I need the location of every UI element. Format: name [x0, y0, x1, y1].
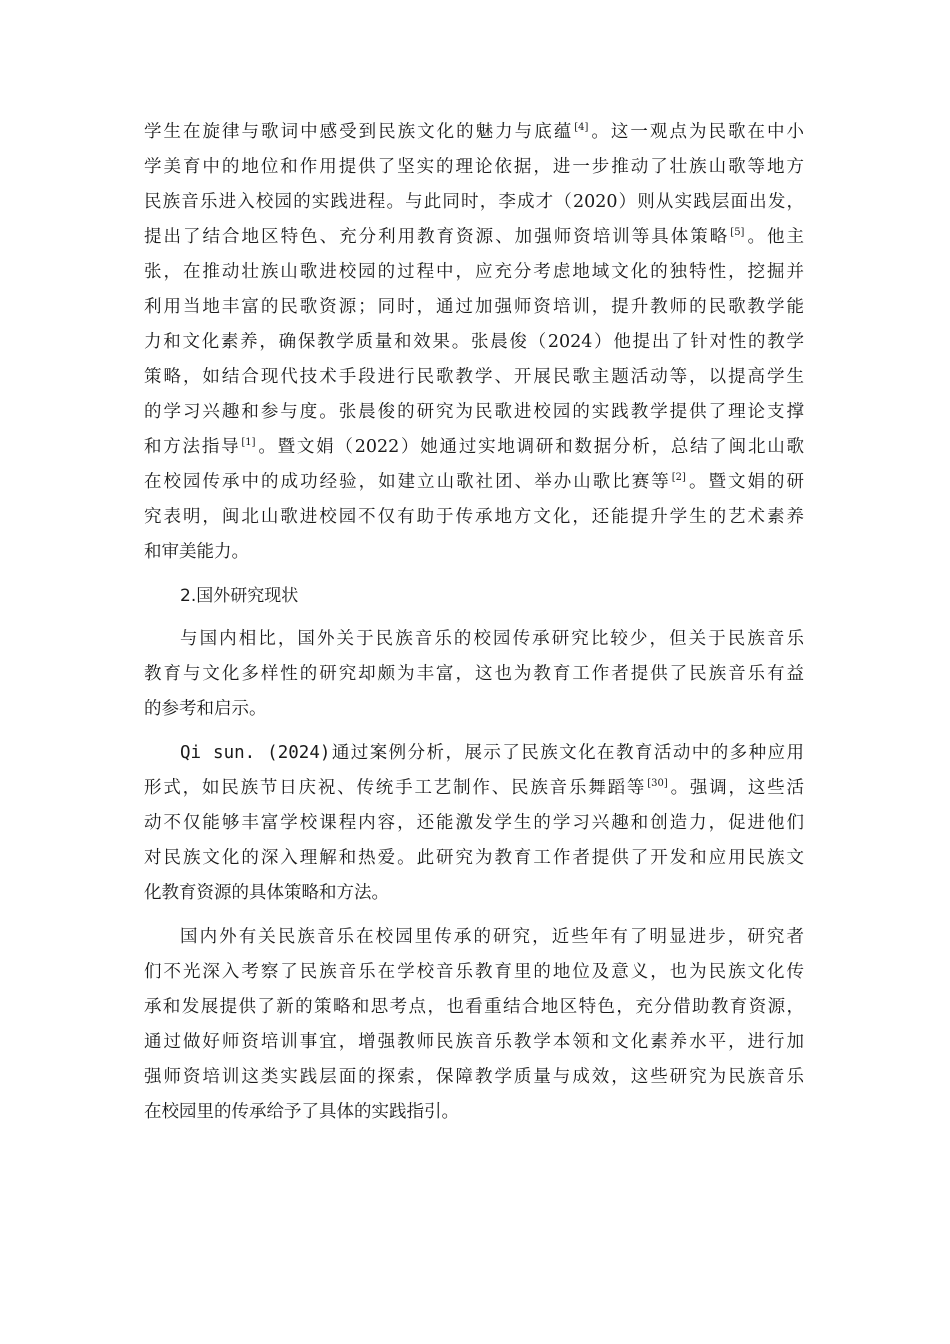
- paragraph-line: 利用当地丰富的民歌资源；同时，通过加强师资培训，提升教师的民歌教学能: [144, 297, 804, 317]
- paragraph-line: 学生在旋律与歌词中感受到民族文化的魅力与底蕴[4]。这一观点为民歌在中小: [144, 122, 804, 142]
- paragraph-line: 与国内相比，国外关于民族音乐的校园传承研究比较少，但关于民族音乐: [180, 629, 804, 649]
- paragraph-line: 对民族文化的深入理解和热爱。此研究为教育工作者提供了开发和应用民族文: [144, 848, 804, 868]
- paragraph-line: 学美育中的地位和作用提供了坚实的理论依据，进一步推动了壮族山歌等地方: [144, 157, 804, 177]
- paragraph-line: 们不光深入考察了民族音乐在学校音乐教育里的地位及意义，也为民族文化传: [144, 962, 804, 982]
- section-heading: 2.国外研究现状: [180, 586, 299, 606]
- paragraph-line: 力和文化素养，确保教学质量和效果。张晨俊（2024）他提出了针对性的教学: [144, 332, 804, 352]
- paragraph-line: 和审美能力。: [144, 542, 249, 562]
- citation-ref: [4]: [574, 122, 589, 133]
- paragraph-line: 提出了结合地区特色、充分利用教育资源、加强师资培训等具体策略[5]。他主: [144, 227, 804, 247]
- paragraph-line: Qi sun. (2024)通过案例分析，展示了民族文化在教育活动中的多种应用: [180, 743, 804, 763]
- citation-ref: [30]: [647, 778, 668, 789]
- paragraph-line: 通过做好师资培训事宜，增强教师民族音乐教学本领和文化素养水平，进行加: [144, 1032, 804, 1052]
- citation-ref: [2]: [671, 472, 686, 483]
- paragraph-line: 民族音乐进入校园的实践进程。与此同时，李成才（2020）则从实践层面出发，: [144, 192, 804, 212]
- paragraph-line: 强师资培训这类实践层面的探索，保障教学质量与成效，这些研究为民族音乐: [144, 1067, 804, 1087]
- citation-ref: [5]: [730, 227, 745, 238]
- paragraph-line: 的学习兴趣和参与度。张晨俊的研究为民歌进校园的实践教学提供了理论支撑: [144, 402, 804, 422]
- paragraph-line: 化教育资源的具体策略和方法。: [144, 883, 389, 903]
- paragraph-line: 究表明，闽北山歌进校园不仅有助于传承地方文化，还能提升学生的艺术素养: [144, 507, 804, 527]
- paragraph-line: 动不仅能够丰富学校课程内容，还能激发学生的学习兴趣和创造力，促进他们: [144, 813, 804, 833]
- paragraph-line: 教育与文化多样性的研究却颇为丰富，这也为教育工作者提供了民族音乐有益: [144, 664, 804, 684]
- paragraph-line: 和方法指导[1]。暨文娟（2022）她通过实地调研和数据分析，总结了闽北山歌: [144, 437, 804, 457]
- citation-ref: [1]: [241, 437, 256, 448]
- paragraph-line: 张，在推动壮族山歌进校园的过程中，应充分考虑地域文化的独特性，挖掘并: [144, 262, 804, 282]
- paragraph-line: 的参考和启示。: [144, 699, 267, 719]
- paragraph-line: 策略，如结合现代技术手段进行民歌教学、开展民歌主题活动等，以提高学生: [144, 367, 804, 387]
- author-citation: Qi sun. (2024): [180, 743, 331, 763]
- paragraph-line: 在校园传承中的成功经验，如建立山歌社团、举办山歌比赛等[2]。暨文娟的研: [144, 472, 805, 492]
- paragraph-line: 在校园里的传承给予了具体的实践指引。: [144, 1102, 459, 1122]
- paragraph-line: 国内外有关民族音乐在校园里传承的研究，近些年有了明显进步，研究者: [180, 927, 804, 947]
- paragraph-line: 承和发展提供了新的策略和思考点，也看重结合地区特色，充分借助教育资源，: [144, 997, 804, 1017]
- paragraph-line: 形式，如民族节日庆祝、传统手工艺制作、民族音乐舞蹈等[30]。强调，这些活: [144, 778, 805, 798]
